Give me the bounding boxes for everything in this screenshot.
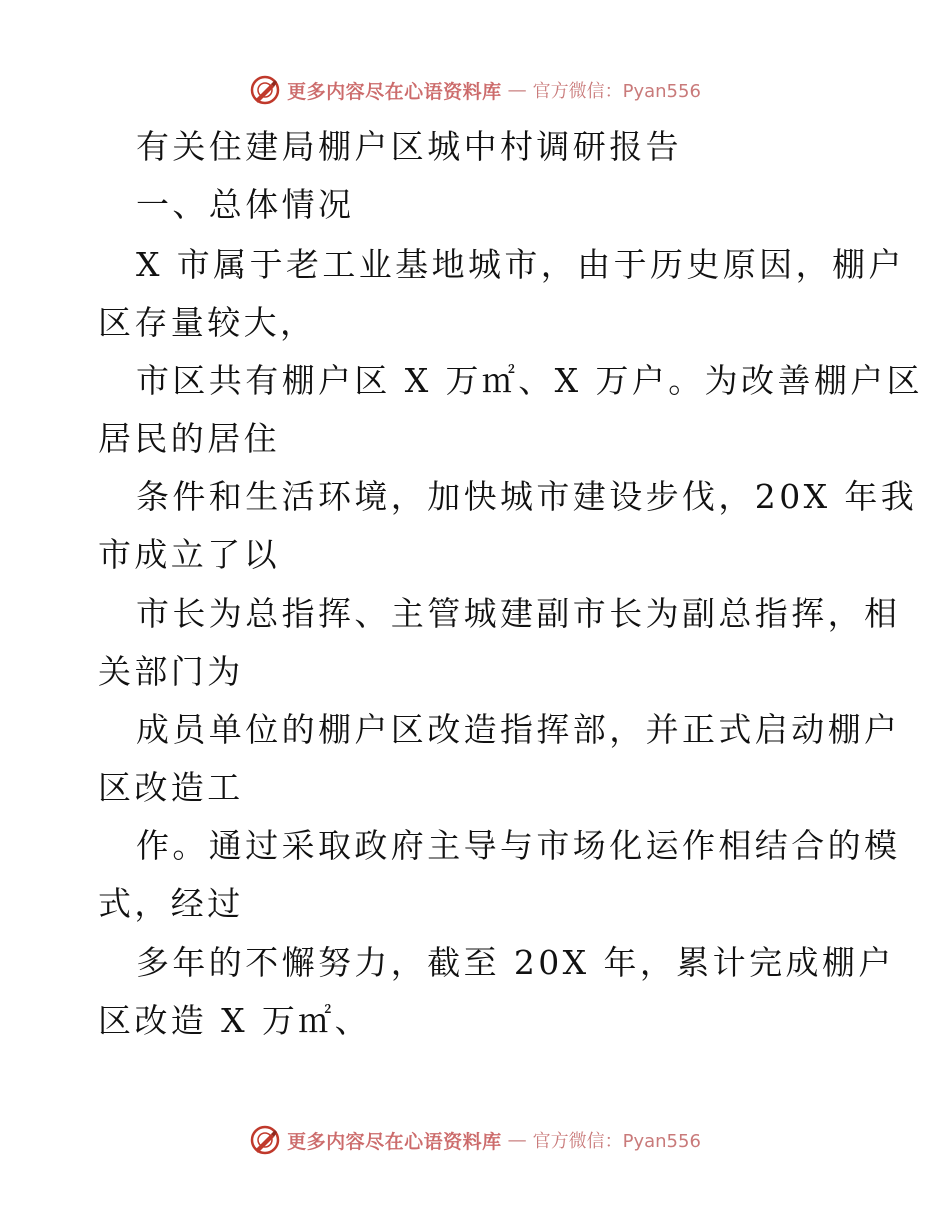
paragraph-line: 市成立了以 (98, 535, 280, 574)
paragraph-line: 式，经过 (98, 884, 244, 923)
paragraph-line: 市长为总指挥、主管城建副市长为副总指挥，相 (136, 594, 901, 633)
watermark-main-text: 更多内容尽在心语资料库 (287, 1130, 502, 1153)
paragraph-line: 关部门为 (98, 652, 244, 691)
paragraph-line: 多年的不懈努力，截至 20X 年，累计完成棚户 (136, 943, 895, 982)
paragraph-line: 区改造工 (98, 768, 244, 807)
watermark-dash: — (507, 79, 527, 101)
watermark-sub-text: 官方微信：Pyan556 (532, 81, 701, 102)
paragraph-line: 成员单位的棚户区改造指挥部，并正式启动棚户 (136, 710, 901, 749)
pen-logo-icon (249, 1124, 281, 1156)
watermark-sub-text: 官方微信：Pyan556 (532, 1131, 701, 1152)
paragraph-line: 市区共有棚户区 X 万㎡、X 万户。为改善棚户区 (136, 361, 924, 400)
paragraph-line: 区改造 X 万㎡、 (98, 1001, 372, 1040)
paragraph-line: 条件和生活环境，加快城市建设步伐，20X 年我 (136, 477, 918, 516)
watermark-footer (0, 1120, 950, 1160)
paragraph-line: 居民的居住 (98, 419, 280, 458)
watermark-dash: — (507, 1129, 527, 1151)
pen-logo-icon (249, 74, 281, 106)
paragraph-line: 区存量较大， (98, 303, 317, 342)
watermark-main-text: 更多内容尽在心语资料库 (287, 80, 502, 103)
watermark-header (0, 70, 950, 110)
paragraph-line: X 市属于老工业基地城市，由于历史原因，棚户 (136, 245, 905, 284)
document-title: 有关住建局棚户区城中村调研报告 (136, 127, 682, 166)
section-heading: 一、总体情况 (136, 185, 355, 224)
paragraph-line: 作。通过采取政府主导与市场化运作相结合的模 (136, 826, 901, 865)
